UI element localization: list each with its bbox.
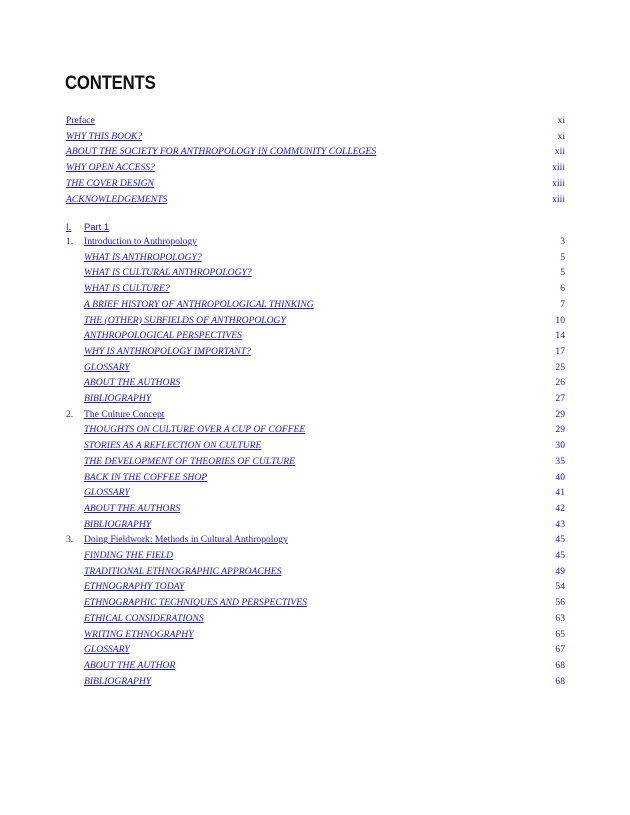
section-entry[interactable] <box>66 375 565 390</box>
toc-entry-label: ETHNOGRAPHIC TECHNIQUES AND PERSPECTIVES <box>84 597 307 609</box>
toc-entry-label: The Culture Concept <box>84 408 165 420</box>
toc-entry-label: THE DEVELOPMENT OF THEORIES OF CULTURE <box>84 455 295 467</box>
toc-entry-label: ABOUT THE AUTHORS <box>84 502 181 514</box>
toc-entry-label: WHY THIS BOOK? <box>66 130 143 142</box>
front-matter-entry[interactable] <box>66 113 565 128</box>
toc-page-number: 6 <box>560 283 565 295</box>
toc-page-number: 29 <box>555 424 565 436</box>
toc-entry-label: BIBLIOGRAPHY <box>84 518 152 530</box>
section-entry[interactable] <box>66 281 565 296</box>
toc-page-number: 45 <box>555 550 565 561</box>
front-matter-entry[interactable] <box>66 144 565 159</box>
section-entry[interactable] <box>66 422 565 437</box>
chapter-entry[interactable] <box>66 234 565 249</box>
toc-entry-label: WRITING ETHNOGRAPHY <box>84 628 194 640</box>
toc-entry-label: ABOUT THE AUTHOR <box>84 659 176 671</box>
toc-page-number: 41 <box>555 487 565 499</box>
toc-page-number: 25 <box>555 361 565 373</box>
toc-page-number: 63 <box>555 612 565 624</box>
toc-entry-label: ANTHROPOLOGICAL PERSPECTIVES <box>84 330 242 342</box>
toc-page-number: 45 <box>555 534 565 546</box>
toc-entry-label: BIBLIOGRAPHY <box>84 393 152 404</box>
toc-page-number: 30 <box>555 440 565 452</box>
toc-page-number: xi <box>557 130 565 142</box>
toc-entry-label: Doing Fieldwork: Methods in Cultural Anthropology <box>84 534 288 546</box>
toc-entry-label: ETHICAL CONSIDERATIONS <box>84 612 204 624</box>
front-matter-entry[interactable] <box>66 129 565 144</box>
chapter-entry[interactable] <box>66 532 565 547</box>
section-entry[interactable] <box>66 579 565 594</box>
toc-page-number: 65 <box>555 628 565 640</box>
toc-entry-label: ABOUT THE SOCIETY FOR ANTHROPOLOGY IN COMMUNITY COLLEGES <box>66 146 377 158</box>
section-entry[interactable] <box>66 501 565 516</box>
part-marker: I. <box>66 221 72 232</box>
toc-page-number: xi <box>557 115 565 126</box>
toc-entry-label: Introduction to Anthropology <box>84 236 197 247</box>
part-label: Part 1 <box>84 221 110 232</box>
toc-page-number: xiii <box>552 193 565 205</box>
section-entry[interactable] <box>66 674 565 689</box>
toc-page-number: 68 <box>555 675 565 687</box>
toc-page-number: xii <box>554 146 565 158</box>
toc-entry-label: GLOSSARY <box>84 487 130 499</box>
section-entry[interactable] <box>66 250 565 265</box>
section-entry[interactable] <box>66 517 565 532</box>
front-matter-entry[interactable] <box>66 192 565 207</box>
toc-page-number: 17 <box>555 345 565 357</box>
section-entry[interactable] <box>66 297 565 312</box>
chapter-entry[interactable] <box>66 407 565 422</box>
toc-entry-label: GLOSSARY <box>84 361 130 373</box>
toc-entry-label: TRADITIONAL ETHNOGRAPHIC APPROACHES <box>84 565 282 577</box>
section-entry[interactable] <box>66 470 565 485</box>
toc-page-number: 67 <box>555 644 565 656</box>
toc-entry-label: THE COVER DESIGN <box>66 177 154 189</box>
toc-entry-label: THE (OTHER) SUBFIELDS OF ANTHROPOLOGY <box>84 314 286 326</box>
toc-page-number: 68 <box>555 659 565 671</box>
toc-page-number: 27 <box>555 393 565 404</box>
toc-page-number: 14 <box>555 330 565 342</box>
toc-page-number: 43 <box>555 518 565 530</box>
section-entry[interactable] <box>66 658 565 673</box>
toc-page-number: 5 <box>560 251 565 263</box>
toc-entry-label: WHY IS ANTHROPOLOGY IMPORTANT? <box>84 345 251 357</box>
section-entry[interactable] <box>66 438 565 453</box>
toc-entry-label: FINDING THE FIELD <box>84 550 174 561</box>
front-matter-entry[interactable] <box>66 176 565 191</box>
front-matter-entry[interactable] <box>66 160 565 175</box>
toc-page-number: 5 <box>560 267 565 279</box>
toc-entry-label: WHAT IS CULTURE? <box>84 283 170 295</box>
section-entry[interactable] <box>66 344 565 359</box>
toc-entry-label: THOUGHTS ON CULTURE OVER A CUP OF COFFEE <box>84 424 306 436</box>
toc-entry-label: GLOSSARY <box>84 644 130 656</box>
toc-entry-label: ABOUT THE AUTHORS <box>84 377 181 389</box>
toc-entry-label: WHAT IS ANTHROPOLOGY? <box>84 251 202 263</box>
section-entry[interactable] <box>66 265 565 280</box>
section-entry[interactable] <box>66 611 565 626</box>
section-entry[interactable] <box>66 564 565 579</box>
part-heading[interactable] <box>66 219 146 234</box>
section-entry[interactable] <box>66 360 565 375</box>
section-entry[interactable] <box>66 548 565 563</box>
section-entry[interactable] <box>66 595 565 610</box>
toc-page-number: 7 <box>560 298 565 310</box>
toc-entry-label: WHY OPEN ACCESS? <box>66 162 155 174</box>
chapter-number: 3. <box>66 534 74 546</box>
toc-page-number: 29 <box>555 408 565 420</box>
toc-page-number: xiii <box>552 177 565 189</box>
toc-page-number: 35 <box>555 455 565 467</box>
toc-page-number: 40 <box>555 471 565 483</box>
section-entry[interactable] <box>66 485 565 500</box>
toc-entry-label: BIBLIOGRAPHY <box>84 675 152 687</box>
section-entry[interactable] <box>66 391 565 406</box>
chapter-number: 1. <box>66 236 74 247</box>
toc-entry-label: WHAT IS CULTURAL ANTHROPOLOGY? <box>84 267 252 279</box>
section-entry[interactable] <box>66 313 565 328</box>
toc-page-number: 54 <box>555 581 565 593</box>
section-entry[interactable] <box>66 454 565 469</box>
toc-entry-label: A BRIEF HISTORY OF ANTHROPOLOGICAL THINKING <box>84 298 314 310</box>
section-entry[interactable] <box>66 642 565 657</box>
toc-page-number: 3 <box>560 236 565 247</box>
toc-entry-label: BACK IN THE COFFEE SHOP <box>84 471 208 483</box>
toc-entry-label: ACKNOWLEDGEMENTS <box>66 193 168 205</box>
toc-page-number: 42 <box>555 502 565 514</box>
toc-page-number: 10 <box>555 314 565 326</box>
toc-page-number: 26 <box>555 377 565 389</box>
toc-entry-label: Preface <box>66 115 95 126</box>
toc-page-number: xiii <box>552 162 565 174</box>
page-title: CONTENTS <box>65 73 156 94</box>
section-entry[interactable] <box>66 627 565 642</box>
section-entry[interactable] <box>66 328 565 343</box>
toc-entry-label: STORIES AS A REFLECTION ON CULTURE <box>84 440 262 452</box>
toc-entry-label: ETHNOGRAPHY TODAY <box>84 581 185 593</box>
toc-page-number: 49 <box>555 565 565 577</box>
chapter-number: 2. <box>66 408 74 420</box>
toc-page-number: 56 <box>555 597 565 609</box>
